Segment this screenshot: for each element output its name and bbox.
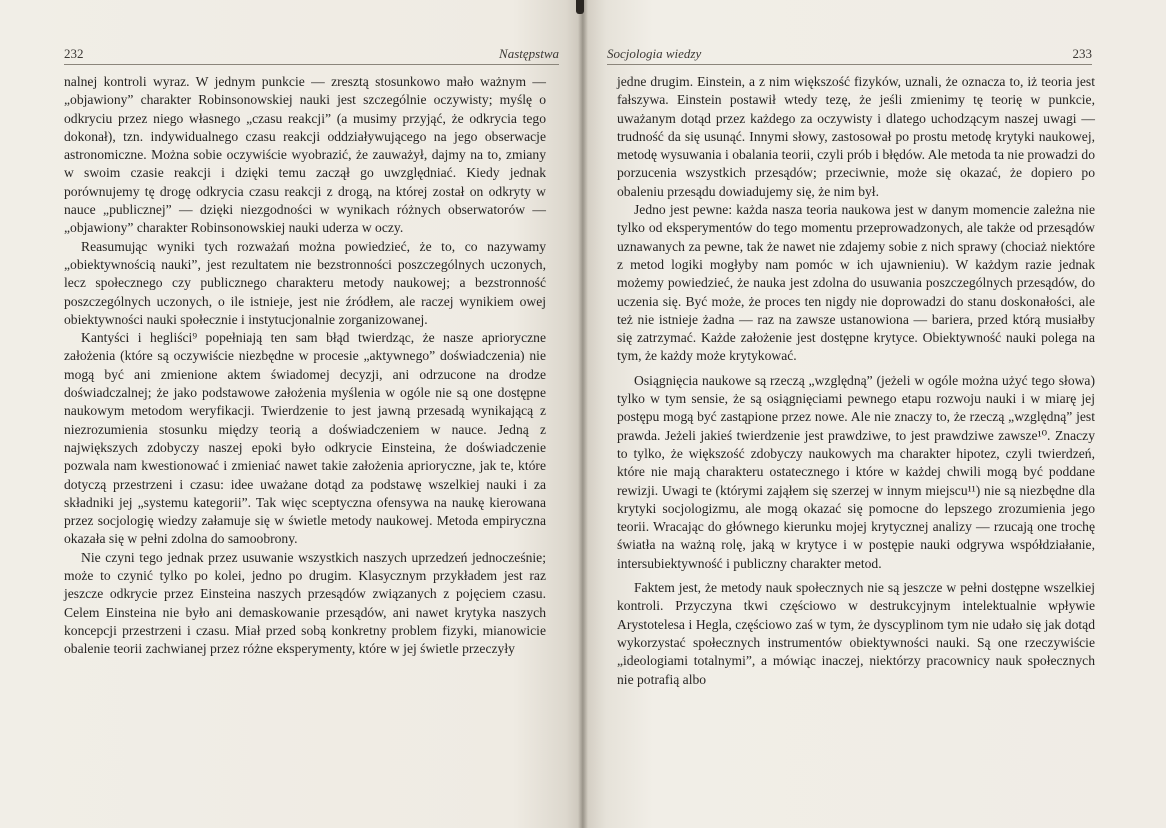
right-running-title: Socjologia wiedzy	[607, 46, 702, 61]
right-paragraph-3: Osiągnięcia naukowe są rzeczą „względną” (jeżeli w ogóle można użyć tego słowa) tylko w tym sensie, że są osiągnięciami pewnego etapu rozwoju nauki i w miarę jej postępu mogą być zastąpione przez nowe. Ale nie znaczy to, że rzeczą „względną” jest prawda. Jeżeli jakieś twierdzenie jest prawdziwe, to jest prawdziwe zawsze¹⁰. Znaczy to tylko, że większość zdobyczy naukowych ma charakter hipotez, czyli twierdzeń, które nie mają charakteru ostatecznego i które w każdej chwili mogą być poddane rewizji. Uwagi te (którymi zająłem się szerzej w innym miejscu¹¹) nie są niezbędne dla krytyki socjologizmu, ale mogą okazać się pomocne do lepszego zrozumienia jego teorii. Wracając do głównego kierunku mojej krytycznej analizy — rzucają one trochę światła na ważną rolę, jaką w krytyce i w postępie nauki odgrywa współdziałanie, intersubiektywność i publiczny charakter metod.	[617, 372, 1095, 571]
left-paragraph-2: Reasumując wyniki tych rozważań można powiedzieć, że to, co nazywamy „obiektywnością nauki”, jest rezultatem nie bezstronności poszczególnych uczonych, lecz społecznego czy publicznego charakteru metody naukowej; a bezstronność poszczególnych uczonych, o ile istnieje, jest nie źródłem, ale raczej wynikiem owej obiektywności nauki społecznie i instytucjonalnie zorganizowanej.	[64, 238, 546, 327]
left-page-text	[64, 73, 546, 659]
right-paragraph-2: Jedno jest pewne: każda nasza teoria naukowa jest w danym momencie zależna nie tylko od eksperymentów do tego momentu przeprowadzonych, ale także od przesądów uznawanych za pewne, tak że nawet nie zdajemy sobie z nich sprawy (chociaż niektóre z metod logiki mogłyby nam pomóc w ich ujawnieniu). W każdym razie jednak możemy powiedzieć, że nauka jest zdolna do usuwania poszczególnych przesądów, do uczenia się. Być może, że proces ten nigdy nie doprowadzi do stanu doskonałości, ale też nie istnieje żadna — raz na zawsze ustanowiona — bariera, przed którą musiałby się zatrzymać. Każde założenie jest dostępne krytyce. Obiektywność nauki polega na tym, że każdy może krytykować.	[617, 202, 1095, 364]
right-page	[583, 0, 1166, 828]
right-header-rule	[607, 64, 1092, 65]
right-page-text	[617, 73, 1095, 689]
right-paragraph-4: Faktem jest, że metody nauk społecznych nie są jeszcze w pełni dostępne wszelkiej kontroli. Przyczyna tkwi częściowo w destrukcyjnym intelektualnie wpływie Arystotelesa i Hegla, częściowo zaś w tym, że dyscyplinom tym nie udało się jak dotąd wykorzystać społecznych instrumentów obiektywności nauki. Są one rzeczywiście „ideologiami totalnymi”, a mówiąc inaczej, niektórzy pracownicy nauk społecznych nie potrafią albo	[617, 580, 1095, 687]
left-paragraph-4: Nie czyni tego jednak przez usuwanie wszystkich naszych uprzedzeń jednocześnie; może to czynić tylko po kolei, jedno po drugim. Klasycznym przykładem jest raz jeszcze odkrycie przez Einsteina naszych przesądów związanych z pojęciem czasu. Celem Einsteina nie było ani demaskowanie przesądów, ani nawet krytyka naszych koncepcji przestrzeni i czasu. Miał przed sobą konkretny problem fizyki, mianowicie obalenie teorii zachwianej przez różne eksperymenty, które w jej świetle przeczyły	[64, 549, 546, 657]
right-page-number: 233	[1072, 46, 1092, 61]
book-gutter-shadow	[578, 0, 588, 828]
book-binding-edge	[576, 0, 584, 14]
right-paragraph-1: jedne drugim. Einstein, a z nim większość fizyków, uznali, że oznacza to, iż teoria jest fałszywa. Einstein postawił wtedy tezę, że jeśli zmienimy tę teorię w punkcie, uważanym dotąd przez każdego za oczywisty i dlatego uchodzącym naszej uwagi — trudność da się usunąć. Innymi słowy, zastosował po prostu metodę krytyki naukowej, metodę wysuwania i obalania teorii, czyli prób i błędów. Ale metoda ta nie prowadzi do porzucenia wszystkich przesądów; przeciwnie, może się okazać, że dopiero po obaleniu przesądu dowiadujemy się, że nim był.	[617, 74, 1095, 199]
left-paragraph-1: nalnej kontroli wyraz. W jednym punkcie — zresztą stosunkowo mało ważnym — „objawiony” charakter Robinsonowskiej nauki jest szczególnie oczywisty; myślę o odkryciu przez niego własnego „czasu reakcji” (a musimy przyjąć, że odkrycia tego dokonał), tzn. indywidualnego czasu reakcji oddziaływującego na jego obserwacje astronomiczne. Można sobie oczywiście wyobrazić, że zauważył, dajmy na to, zmiany w swoim czasie reakcji i dzięki temu zaczął go uwzględniać. Kiedy jednak porównujemy tę drogę odkrycia czasu reakcji z drogą, na której został on odkryty w nauce „publicznej” — dzięki niezgodności w wynikach różnych obserwatorów — „objawiony” charakter Robinsonowskiej nauki uderza w oczy.	[64, 74, 546, 236]
left-running-title: Następstwa	[499, 46, 559, 61]
left-header-rule	[64, 64, 559, 65]
left-paragraph-3: Kantyści i hegliści⁹ popełniają ten sam błąd twierdząc, że nasze aprioryczne założenia (które są oczywiście niezbędne w procesie „aktywnego” doświadczenia) nie mogą być ani zmienione aktem świadomej decyzji, ani odrzucone na drodze doświadczalnej; że jako podstawowe założenia myślenia w ogóle nie są one dostępne naukowym metodom weryfikacji. Twierdzenie to jest jawną przesadą wynikającą z niezrozumienia stosunku między teorią a doświadczeniem w nauce. Jedną z największych zdobyczy naszej epoki było odkrycie Einsteina, że doświadczenie pozwala nam kwestionować i zmieniać nawet takie założenia aprioryczne, jak te, które dotyczą przestrzeni i czasu: idee uważane dotąd za podstawę wszelkiej nauki i za składniki jej „systemu kategorii”. Tak więc sceptyczna ofensywa na naukę kierowana przez socjologię wiedzy załamuje się w świetle metody naukowej. Metoda empiryczna okazała się w pełni zdolna do samoobrony.	[64, 330, 546, 547]
left-page-number: 232	[64, 46, 84, 61]
